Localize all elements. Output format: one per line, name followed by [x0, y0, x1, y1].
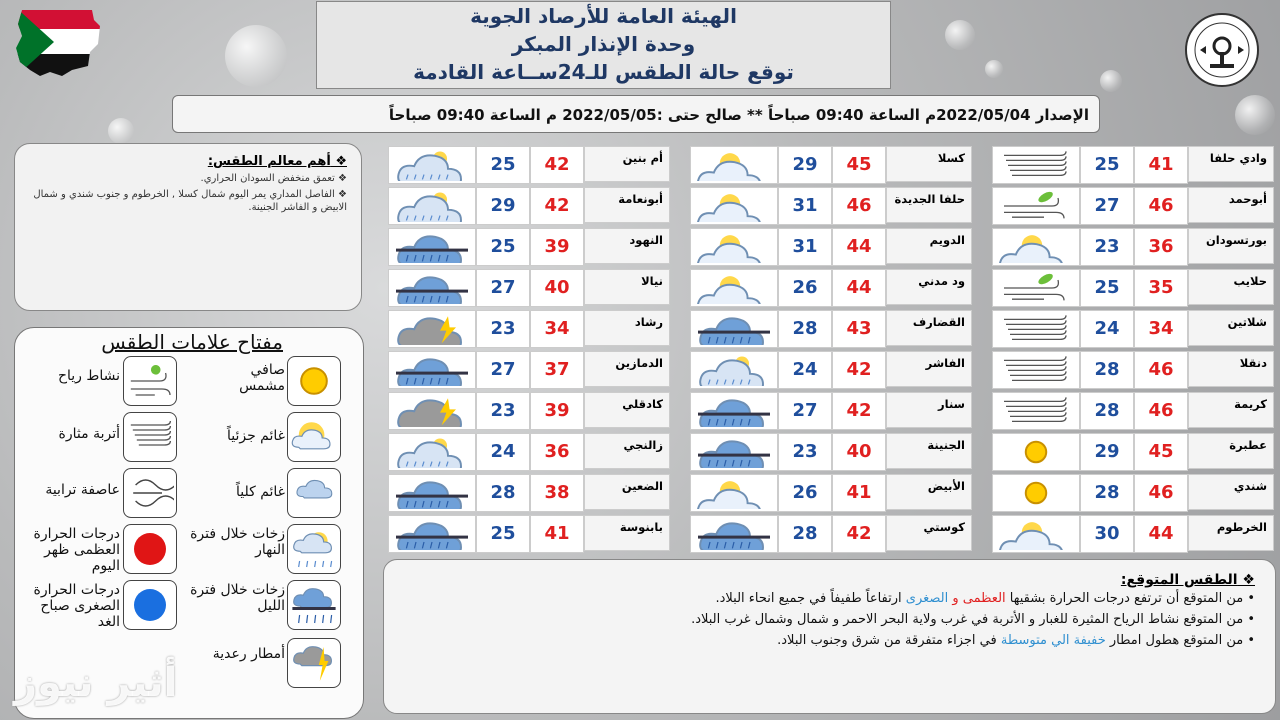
city-name: عطبرة: [1188, 433, 1274, 469]
forecast-row: [388, 310, 678, 348]
forecast-row: [690, 310, 980, 348]
cloudy-icon: [287, 468, 341, 518]
forecast-row: [690, 146, 980, 184]
city-name: سنار: [886, 392, 972, 428]
rain-intensity: خفيفة الي متوسطة: [1000, 633, 1106, 648]
max-temp-icon: [123, 524, 177, 574]
key-label: صافي مشمس: [239, 362, 285, 394]
forecast-row: [690, 187, 980, 225]
max-temp: 42: [832, 515, 886, 553]
max-temp: 44: [1134, 515, 1188, 553]
min-word: الصغرى: [905, 591, 949, 606]
max-temp: 41: [530, 515, 584, 553]
forecast-row: [388, 146, 678, 184]
key-label: زخات خلال فترة النهار: [190, 526, 285, 558]
blowing-dust-icon: [992, 146, 1080, 184]
min-temp: 26: [778, 269, 832, 307]
night-showers-icon: [690, 392, 778, 430]
night-showers-icon: [690, 515, 778, 553]
min-temp: 27: [476, 351, 530, 389]
max-temp: 37: [530, 351, 584, 389]
forecast-row: [992, 228, 1280, 266]
key-label: أمطار رعدية: [212, 646, 285, 662]
night-showers-icon: [388, 269, 476, 307]
forecast-row: [388, 351, 678, 389]
city-name: وادي حلفا: [1188, 146, 1274, 182]
partly-cloudy-icon: [690, 228, 778, 266]
city-name: الأبيض: [886, 474, 972, 510]
max-temp: 46: [1134, 187, 1188, 225]
city-name: الدويم: [886, 228, 972, 264]
blowing-dust-icon: [992, 310, 1080, 348]
news-watermark: أثير نيوز: [14, 660, 178, 706]
min-temp: 28: [1080, 474, 1134, 512]
max-temp: 35: [1134, 269, 1188, 307]
max-temp: 38: [530, 474, 584, 512]
city-name: دنقلا: [1188, 351, 1274, 387]
forecast-row: [992, 351, 1280, 389]
wind-leaf-icon: [123, 356, 177, 406]
forecast-row: [388, 392, 678, 430]
forecast-row: [690, 351, 980, 389]
night-showers-icon: [690, 433, 778, 471]
background-droplet: [1235, 95, 1275, 135]
day-showers-icon: [388, 433, 476, 471]
day-showers-icon: [388, 146, 476, 184]
max-temp: 44: [832, 228, 886, 266]
city-name: كسلا: [886, 146, 972, 182]
expected-line: • من المتوقع هطول امطار خفيفة الي متوسطة في اجزاء متفرقة من شرق وجنوب البلاد.: [777, 633, 1255, 648]
min-temp-icon: [123, 580, 177, 630]
thunderstorm-icon: [388, 310, 476, 348]
city-name: حلايب: [1188, 269, 1274, 305]
meteorological-authority-logo: [1182, 10, 1262, 90]
background-droplet: [985, 60, 1003, 78]
sudan-flag-map-icon: [12, 4, 102, 80]
weather-features-box: [14, 143, 362, 311]
city-name: كوستي: [886, 515, 972, 551]
city-name: الدمازين: [584, 351, 670, 387]
city-name: الخرطوم: [1188, 515, 1274, 551]
max-temp: 36: [1134, 228, 1188, 266]
city-name: القضارف: [886, 310, 972, 346]
wind-leaf-icon: [992, 269, 1080, 307]
min-temp: 28: [778, 310, 832, 348]
forecast-row: [388, 269, 678, 307]
min-temp: 25: [1080, 146, 1134, 184]
day-showers-icon: [287, 524, 341, 574]
forecast-row: [388, 474, 678, 512]
partly-cloudy-icon: [690, 187, 778, 225]
max-temp: 45: [1134, 433, 1188, 471]
min-temp: 23: [778, 433, 832, 471]
min-temp: 24: [778, 351, 832, 389]
forecast-row: [992, 474, 1280, 512]
background-droplet: [225, 25, 287, 87]
forecast-row: [992, 310, 1280, 348]
forecast-row: [992, 392, 1280, 430]
forecast-row: [690, 228, 980, 266]
night-showers-icon: [287, 580, 341, 630]
max-temp: 41: [832, 474, 886, 512]
city-name: الجنينة: [886, 433, 972, 469]
min-temp: 25: [476, 228, 530, 266]
key-label: غائم كلياً: [235, 484, 285, 500]
max-temp: 42: [530, 146, 584, 184]
expected-title: ❖ الطقس المتوقع:: [1120, 572, 1255, 588]
key-label: غائم جزئياً: [226, 428, 285, 444]
partly-cloudy-icon: [992, 515, 1080, 553]
key-label: زخات خلال فترة الليل: [190, 582, 285, 614]
max-temp: 43: [832, 310, 886, 348]
blowing-dust-icon: [123, 412, 177, 462]
max-word: العظمى: [962, 591, 1006, 606]
authority-name: الهيئة العامة للأرصاد الجوية: [470, 4, 737, 28]
city-name: حلفا الجديدة: [886, 187, 972, 223]
partly-cloudy-icon: [992, 228, 1080, 266]
max-temp: 39: [530, 228, 584, 266]
min-temp: 27: [778, 392, 832, 430]
max-temp: 41: [1134, 146, 1188, 184]
forecast-row: [992, 146, 1280, 184]
forecast-row: [690, 392, 980, 430]
key-label: أتربة مثارة: [58, 426, 120, 442]
night-showers-icon: [388, 351, 476, 389]
min-temp: 25: [1080, 269, 1134, 307]
forecast-row: [690, 433, 980, 471]
max-temp: 36: [530, 433, 584, 471]
night-showers-icon: [388, 474, 476, 512]
night-showers-icon: [388, 228, 476, 266]
min-temp: 29: [778, 146, 832, 184]
feature-item: ❖ الفاصل المداري يمر اليوم شمال كسلا , الخرطوم و جنوب شندي و شمال الابيض و الفاشر الجنينة.: [33, 189, 347, 213]
city-name: كريمة: [1188, 392, 1274, 428]
city-name: شندي: [1188, 474, 1274, 510]
background-droplet: [945, 20, 975, 50]
min-temp: 30: [1080, 515, 1134, 553]
forecast-row: [992, 269, 1280, 307]
max-temp: 42: [832, 392, 886, 430]
max-temp: 46: [1134, 351, 1188, 389]
expected-line: • من المتوقع أن ترتفع درجات الحرارة بشقيها العظمى و الصغرى ارتفاعاً طفيفاً في جميع انحاء البلاد.: [715, 591, 1255, 606]
city-name: أبونعامة: [584, 187, 670, 223]
min-temp: 23: [476, 310, 530, 348]
min-temp: 29: [476, 187, 530, 225]
city-name: كادقلي: [584, 392, 670, 428]
feature-item: ❖ تعمق منخفض السودان الحراري.: [200, 173, 347, 184]
partly-cloudy-icon: [690, 146, 778, 184]
key-title: مفتاح علامات الطقس: [101, 330, 283, 354]
max-temp: 45: [832, 146, 886, 184]
day-showers-icon: [690, 351, 778, 389]
max-temp: 40: [530, 269, 584, 307]
day-showers-icon: [388, 187, 476, 225]
forecast-row: [388, 187, 678, 225]
city-name: بورتسودان: [1188, 228, 1274, 264]
max-temp: 34: [530, 310, 584, 348]
min-temp: 27: [1080, 187, 1134, 225]
max-temp: 42: [530, 187, 584, 225]
partly-cloudy-icon: [690, 269, 778, 307]
max-temp: 42: [832, 351, 886, 389]
forecast-row: [690, 474, 980, 512]
city-name: أبوحمد: [1188, 187, 1274, 223]
forecast-title: توقع حالة الطقس للـ24ســاعة القادمة: [413, 60, 794, 84]
blowing-dust-icon: [992, 392, 1080, 430]
expected-weather-box: [383, 559, 1276, 714]
key-label: درجات الحرارة العظمى ظهر اليوم: [33, 526, 120, 574]
min-temp: 28: [476, 474, 530, 512]
min-temp: 28: [1080, 351, 1134, 389]
max-temp: 44: [832, 269, 886, 307]
city-name: ود مدني: [886, 269, 972, 305]
min-temp: 25: [476, 146, 530, 184]
city-name: شلاتين: [1188, 310, 1274, 346]
city-name: نيالا: [584, 269, 670, 305]
max-temp: 46: [1134, 474, 1188, 512]
max-temp: 46: [832, 187, 886, 225]
sun-icon: [992, 433, 1080, 471]
min-temp: 26: [778, 474, 832, 512]
forecast-row: [388, 228, 678, 266]
partly-cloudy-icon: [287, 412, 341, 462]
forecast-row: [690, 515, 980, 553]
min-temp: 31: [778, 187, 832, 225]
min-temp: 28: [778, 515, 832, 553]
min-temp: 24: [1080, 310, 1134, 348]
thunderstorm-icon: [287, 638, 341, 688]
dust-storm-icon: [123, 468, 177, 518]
forecast-row: [690, 269, 980, 307]
city-name: الفاشر: [886, 351, 972, 387]
forecast-row: [992, 433, 1280, 471]
max-temp: 40: [832, 433, 886, 471]
forecast-row: [388, 433, 678, 471]
min-temp: 28: [1080, 392, 1134, 430]
min-temp: 23: [476, 392, 530, 430]
min-temp: 23: [1080, 228, 1134, 266]
issue-validity-bar: الإصدار 2022/05/04م الساعة 09:40 صباحاً ** صالح حتى :2022/05/05 م الساعة 09:40 صباحاً: [172, 95, 1100, 133]
expected-line: • من المتوقع نشاط الرياح المثيرة للغبار و الأتربة في غرب ولاية البحر الاحمر و شمال وشمال غرب البلاد.: [691, 612, 1255, 627]
min-temp: 24: [476, 433, 530, 471]
thunderstorm-icon: [388, 392, 476, 430]
blowing-dust-icon: [992, 351, 1080, 389]
sun-icon: [287, 356, 341, 406]
forecast-row: [388, 515, 678, 553]
max-temp: 39: [530, 392, 584, 430]
min-temp: 31: [778, 228, 832, 266]
city-name: بابنوسة: [584, 515, 670, 551]
features-title: ❖ أهم معالم الطقس:: [207, 154, 347, 169]
unit-name: وحدة الإنذار المبكر: [511, 32, 696, 56]
key-label: نشاط رياح: [57, 368, 120, 384]
forecast-row: [992, 515, 1280, 553]
sun-icon: [992, 474, 1080, 512]
max-temp: 46: [1134, 392, 1188, 430]
header-title-box: [316, 1, 891, 89]
background-droplet: [108, 118, 134, 144]
min-temp: 25: [476, 515, 530, 553]
night-showers-icon: [690, 310, 778, 348]
partly-cloudy-icon: [690, 474, 778, 512]
max-temp: 34: [1134, 310, 1188, 348]
city-name: أم بنين: [584, 146, 670, 182]
forecast-row: [992, 187, 1280, 225]
min-temp: 27: [476, 269, 530, 307]
min-temp: 29: [1080, 433, 1134, 471]
key-label: درجات الحرارة الصغرى صباح الغد: [33, 582, 120, 630]
city-name: زالنجي: [584, 433, 670, 469]
city-name: رشاد: [584, 310, 670, 346]
city-name: النهود: [584, 228, 670, 264]
background-droplet: [1100, 70, 1122, 92]
key-label: عاصفة ترابية: [45, 482, 120, 498]
wind-leaf-icon: [992, 187, 1080, 225]
city-name: الضعين: [584, 474, 670, 510]
night-showers-icon: [388, 515, 476, 553]
